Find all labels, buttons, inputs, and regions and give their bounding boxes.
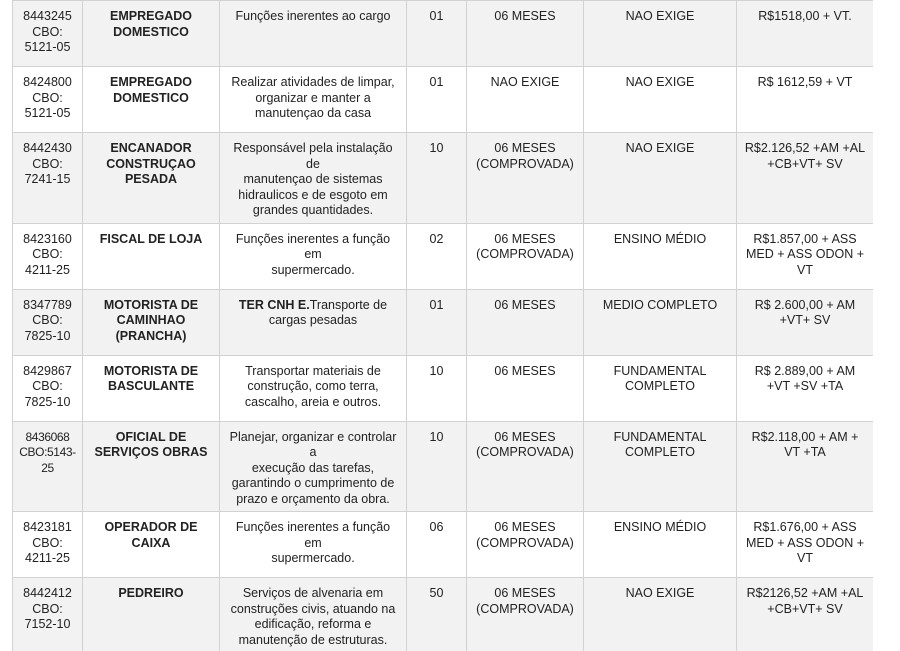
job-vacancies-cell: 02 — [407, 223, 467, 289]
description-lead-text: TER CNH E. — [238, 297, 310, 312]
job-education-cell: FUNDAMENTAL COMPLETO — [584, 421, 737, 512]
job-experience-cell: 06 MESES (COMPROVADA) — [467, 421, 584, 512]
job-vacancies-cell: 10 — [407, 355, 467, 421]
job-experience-cell: 06 MESES — [467, 355, 584, 421]
job-description-cell: Funções inerentes a função em supermercado. — [220, 223, 407, 289]
job-salary-cell: R$ 2.889,00 + AM +VT +SV +TA — [737, 355, 874, 421]
job-salary-cell: R$1518,00 + VT. — [737, 1, 874, 67]
job-education-cell: ENSINO MÉDIO — [584, 512, 737, 578]
job-salary-cell: R$2.126,52 +AM +AL +CB+VT+ SV — [737, 133, 874, 224]
job-code-cell: 8429867 CBO: 7825-10 — [13, 355, 83, 421]
table-row — [13, 133, 874, 224]
job-vacancies-cell: 01 — [407, 67, 467, 133]
job-description-cell: Responsável pela instalação de manutençao de sistemas hidraulicos e de esgoto em grandes quantidades. — [220, 133, 407, 224]
job-code-cell: 8442430 CBO: 7241-15 — [13, 133, 83, 224]
job-experience-cell: 06 MESES — [467, 289, 584, 355]
job-title-cell: MOTORISTA DE CAMINHAO (PRANCHA) — [83, 289, 220, 355]
job-code-cell: 8423160 CBO: 4211-25 — [13, 223, 83, 289]
job-listings-body — [13, 1, 874, 651]
table-row — [13, 421, 874, 512]
job-salary-cell: R$1.857,00 + ASS MED + ASS ODON + VT — [737, 223, 874, 289]
job-description-cell: Funções inerentes ao cargo — [220, 1, 407, 67]
job-description-cell: Planejar, organizar e controlar a execução das tarefas, garantindo o cumprimento de prazo e orçamento da obra. — [220, 421, 407, 512]
job-salary-cell: R$2126,52 +AM +AL +CB+VT+ SV — [737, 578, 874, 651]
job-title-cell: FISCAL DE LOJA — [83, 223, 220, 289]
job-vacancies-cell: 10 — [407, 421, 467, 512]
job-code-cell: 8424800 CBO: 5121-05 — [13, 67, 83, 133]
job-title-cell: MOTORISTA DE BASCULANTE — [83, 355, 220, 421]
job-listings-table — [12, 0, 874, 651]
job-education-cell: NAO EXIGE — [584, 133, 737, 224]
job-description-cell: Realizar atividades de limpar, organizar e manter a manutençao da casa — [220, 67, 407, 133]
job-education-cell: MEDIO COMPLETO — [584, 289, 737, 355]
table-row — [13, 578, 874, 651]
job-salary-cell: R$ 1612,59 + VT — [737, 67, 874, 133]
job-salary-cell: R$1.676,00 + ASS MED + ASS ODON + VT — [737, 512, 874, 578]
job-vacancies-cell: 01 — [407, 289, 467, 355]
job-salary-cell: R$ 2.600,00 + AM +VT+ SV — [737, 289, 874, 355]
job-experience-cell: 06 MESES (COMPROVADA) — [467, 223, 584, 289]
job-education-cell: NAO EXIGE — [584, 1, 737, 67]
job-vacancies-cell: 10 — [407, 133, 467, 224]
job-education-cell: NAO EXIGE — [584, 67, 737, 133]
job-description-cell: TER CNH E.Transporte de cargas pesadas — [220, 289, 407, 355]
job-code-cell: 8423181 CBO: 4211-25 — [13, 512, 83, 578]
job-title-cell: OFICIAL DE SERVIÇOS OBRAS — [83, 421, 220, 512]
job-experience-cell: 06 MESES (COMPROVADA) — [467, 578, 584, 651]
table-row — [13, 67, 874, 133]
job-vacancies-cell: 50 — [407, 578, 467, 651]
job-title-cell: PEDREIRO — [83, 578, 220, 651]
job-title-cell: EMPREGADO DOMESTICO — [83, 1, 220, 67]
table-row — [13, 355, 874, 421]
table-row — [13, 512, 874, 578]
job-description-cell: Serviços de alvenaria em construções civis, atuando na edificação, reforma e manutenção de estruturas. — [220, 578, 407, 651]
table-row — [13, 1, 874, 67]
job-vacancies-cell: 06 — [407, 512, 467, 578]
job-code-cell: 8436068 CBO:5143- 25 — [13, 421, 83, 512]
table-row — [13, 289, 874, 355]
job-education-cell: NAO EXIGE — [584, 578, 737, 651]
job-description-cell: Transportar materiais de construção, como terra, cascalho, areia e outros. — [220, 355, 407, 421]
job-education-cell: ENSINO MÉDIO — [584, 223, 737, 289]
job-education-cell: FUNDAMENTAL COMPLETO — [584, 355, 737, 421]
job-experience-cell: 06 MESES (COMPROVADA) — [467, 133, 584, 224]
job-title-cell: EMPREGADO DOMESTICO — [83, 67, 220, 133]
job-salary-cell: R$2.118,00 + AM + VT +TA — [737, 421, 874, 512]
job-description-cell: Funções inerentes a função em supermercado. — [220, 512, 407, 578]
job-experience-cell: NAO EXIGE — [467, 67, 584, 133]
job-vacancies-cell: 01 — [407, 1, 467, 67]
job-code-cell: 8443245 CBO: 5121-05 — [13, 1, 83, 67]
job-experience-cell: 06 MESES (COMPROVADA) — [467, 512, 584, 578]
job-experience-cell: 06 MESES — [467, 1, 584, 67]
page-margin — [873, 0, 900, 651]
table-row — [13, 223, 874, 289]
job-code-cell: 8347789 CBO: 7825-10 — [13, 289, 83, 355]
job-code-cell: 8442412 CBO: 7152-10 — [13, 578, 83, 651]
job-title-cell: OPERADOR DE CAIXA — [83, 512, 220, 578]
job-title-cell: ENCANADOR CONSTRUÇAO PESADA — [83, 133, 220, 224]
